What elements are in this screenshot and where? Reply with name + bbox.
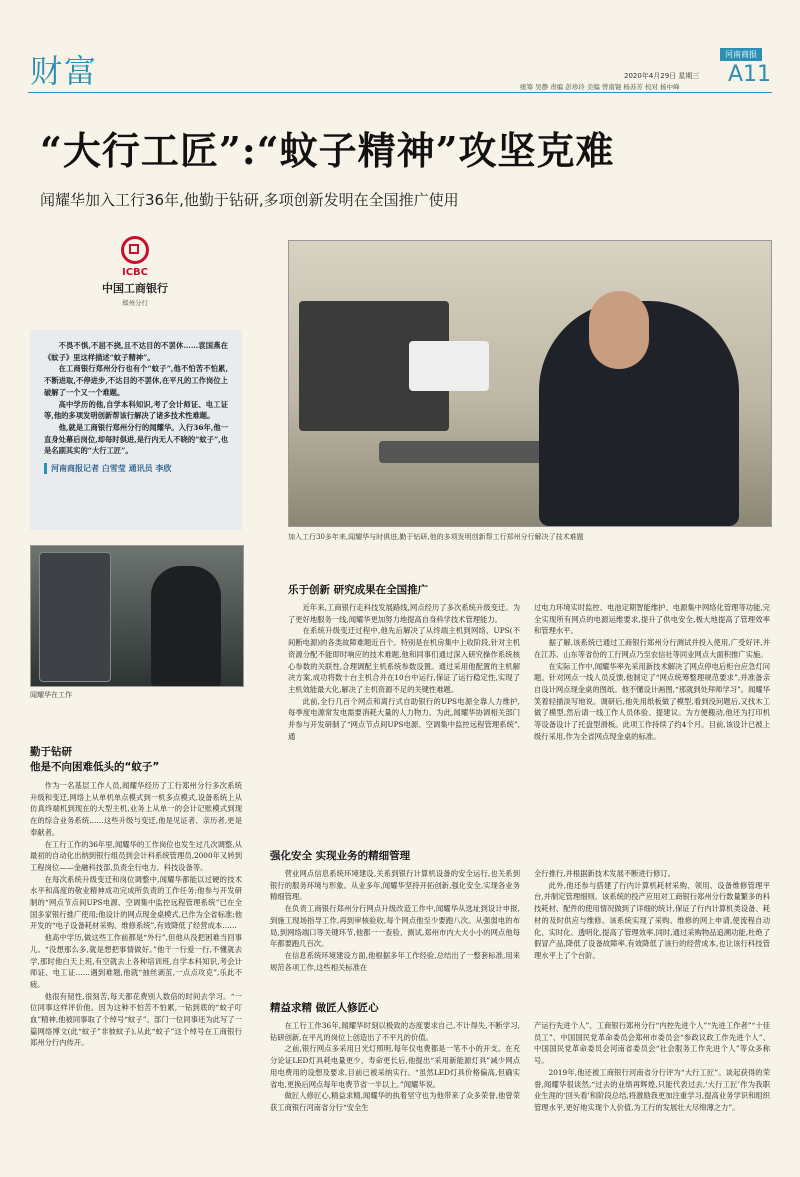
body-paragraph: 在负责工商银行郑州分行网点升级改造工作中,闻耀华从选址到设计申报,到施工现场指导工作,再到审核验收,每个网点他至少要跑八次。从强弱电的布局,到网络端口等关键环节,他都一一查验、测试,郑州市内大大小小的网点他每年都要跑几百次。 xyxy=(270,904,520,949)
section3-col2 xyxy=(534,1020,770,1114)
section2-title: 强化安全 实现业务的精细管理 xyxy=(270,850,411,862)
body-paragraph: 在实际工作中,闻耀华率先采用新技术解决了网点停电后柜台应急灯问题。针对网点一线人员反馈,他制定了“网点统筹整理规范要求”,并准备亲自设计网点现金桌的图纸。他不懂设计画图,“那就到处拜师学习”。闻耀华笑着轻描淡写地说。调研后,他先用纸板做了模型,看到没问题后,又找木工做了模型,然后请一线工作人员体验、提建议。为方便搬动,他还为打印机等设备设计了托盘型滑板。此项工作持续了约4个月。目前,该设计已被上级行采用,作为全省网点现金桌的标准。 xyxy=(534,661,770,741)
byline xyxy=(44,463,228,474)
intro-paragraph: 高中学历的他,自学本科知识,考了会计师证、电工证等,他的多项发明创新帮该行解决了诸多技术性难题。 xyxy=(44,399,228,421)
section3-title: 精益求精 做匠人修匠心 xyxy=(270,1002,379,1014)
body-paragraph: 此外,他还参与搭建了行内计算机耗材采购、领用、设备维修管理平台,并制定管理细则。该系统的投产应用对工商银行郑州分行数量繁多的科技耗材、配件的使用情况做到了详细的统计,保证了行内计算机类设备、耗材的及时供应与维修。该系统实现了采购、维修的网上申请,使流程自动化、实时化、透明化,提高了管理效率,同时,通过采购物品追溯功能,杜绝了假冒产品,降低了设备故障率,有效降低了该行的经营成本,也让该行科技管理水平上了个台阶。 xyxy=(534,880,770,960)
issue-date: 2020年4月29日 星期三 xyxy=(624,72,700,80)
body-paragraph: 之前,银行网点多采用日光灯照明,每年仅电费都是一笔不小的开支。在充分论证LED灯具耗电量更少、寿命更长后,他提出“采用新能源灯具”减少网点用电费用的设想及要求,目前已被采纳实行。“虽然LED灯具价格偏高,但确实省电,更换后网点每年电费节省一半以上。”闻耀华说。 xyxy=(270,1044,520,1089)
left-section-subtitle: 他是不向困难低头的“蚊子” xyxy=(30,761,160,773)
intro-paragraph: 不畏不惧,不屈不挠,且不达目的不罢休……袁国燕在《蚊子》里这样描述“蚊子精神”。 xyxy=(44,341,228,362)
logo-text: ICBC xyxy=(121,267,149,278)
byline-text: 河南商报记者 白雪莹 通讯员 李欣 xyxy=(51,464,172,474)
body-paragraph: 他很有韧性,很刻苦,每天都花费别人数倍的时间去学习。“一位同事这样评价他。因为这种不怕苦不怕累,一钻到底的“蚊子叮血”精神,他被同事取了个绰号“蚊子”。部门一位同事还为此写了一篇网络博文(此“蚊子”非彼蚊子),从此“蚊子”这个绰号在工商银行郑州分行内传开。 xyxy=(30,991,242,1048)
main-photo-caption: 加入工行30多年来,闻耀华与时俱进,勤于钻研,他的多项发明创新帮工行郑州分行解决了技术难题 xyxy=(288,533,584,541)
keyboard-shape xyxy=(379,441,559,463)
credits: 统筹 吴静 责编 彭珍玲 美编 曾南锟 杨苏芳 校对 杨中峰 xyxy=(520,83,680,91)
body-paragraph: 在每次系统升级变迁和岗位调整中,闻耀华都能以过硬的技术水平和高度的敬业精神成功完成所负责的工作任务;他参与开发研制的“网点节点间UPS电源、空调集中监控远程管理系统”已在全国多家银行推广使用;他设计的网点现金桌模式,已作为全省标准;他开发的“电子设备耗材采购、维修系统”,有效降低了经营成本…… xyxy=(30,874,242,931)
headline: “大行工匠”:“蚊子精神”攻坚克难 xyxy=(40,128,615,173)
body-paragraph: 产运行先进个人”、工商银行郑州分行“内控先进个人”“先进工作者”“十佳员工”、中国国民党革命委员会郑州市委员会“参政议政工作先进个人”、中国国民党革命委员会河南省委员会“社会服务工作先进个人”等众多称号。 xyxy=(534,1021,770,1066)
paper-tag: 河南商报 xyxy=(720,48,762,61)
section3-col1 xyxy=(270,1020,520,1114)
body-paragraph: 全行推行,并根据新技术发展不断进行修订。 xyxy=(534,869,675,878)
section1-title: 乐于创新 研究成果在全国推广 xyxy=(288,584,429,596)
header-rule xyxy=(28,92,772,93)
worker-shape xyxy=(151,566,221,686)
body-paragraph: 做匠人修匠心,精益求精,闻耀华的执着坚守也为他带来了众多荣誉,他曾荣获工商银行河南省分行“安全生 xyxy=(270,1091,520,1112)
body-paragraph: 据了解,该系统已通过工商银行郑州分行测试并投入使用,广受好评,并在江苏、山东等省份的工行网点乃至农信社等同业网点大面积推广实施。 xyxy=(534,638,770,659)
body-paragraph: 此前,全行几百个网点和离行式自助银行的UPS电源全靠人力维护,每季度电源常发电需要消耗大量的人力物力。为此,闻耀华协调相关部门并参与开发研制了“网点节点间UPS电源、空调集中监控远程管理系统”,通 xyxy=(288,696,520,741)
subheadline: 闻耀华加入工行36年,他勤于钻研,多项创新发明在全国推广使用 xyxy=(40,191,459,209)
body-paragraph: 在工行工作36年,闻耀华时刻以极致的态度要求自己,不计得失,不断学习,钻研创新,在平凡的岗位上创造出了不平凡的价值。 xyxy=(270,1021,520,1042)
section-name: 财富 xyxy=(30,52,99,90)
body-paragraph: 在系统升级变迁过程中,他先后解决了从终端主机到网络、UPS(不间断电源)的各类故障难题近百个。特别是在机房集中上收阶段,针对主机资源分配不能即时响应的技术难题,他和同事们通过深入研究操作系统核心参数的关联性,合理调配主机系统参数设置。通过采用他配置的主机解决方案,成功将数十台主机合并在10台中运行,保证了运行稳定性,实现了主机效能最大化,解决了主机资源不足的关键性难题。 xyxy=(288,626,520,694)
body-paragraph: 在信息系统环境建设方面,他根据多年工作经验,总结出了一整套标准,用来规范各项工作,这些相关标准在 xyxy=(270,950,520,972)
server-rack-shape xyxy=(39,552,111,682)
intro-paragraph: 在工商银行郑州分行也有个“蚊子”,他不怕苦不怕累,不断进取,不停进步,不达目的不罢休,在平凡的工作岗位上破解了一个又一个难题。 xyxy=(44,364,228,397)
section1-col2 xyxy=(534,602,770,742)
left-section-title: 勤于钻研 xyxy=(30,746,72,758)
body-paragraph: 过电力环境实时监控、电池定期智能维护、电源集中网络化管理等功能,完全实现所有网点的电源运维要求,提升了供电安全,极大地提高了管理效率和管理水平。 xyxy=(534,603,770,636)
section2-col1 xyxy=(270,868,520,973)
icbc-logo-icon xyxy=(121,236,149,264)
body-paragraph: 作为一名基层工作人员,闻耀华经历了工行郑州分行多次系统升级和变迁,网络上从单机单点模式到一机多点模式,设备系统上从仿真终端机到现在的大型主机,业务上从单一的会计记账模式到现在的综合业务系统……这些升级与变迁,他是见证者、亲历者,更是奉献者。 xyxy=(30,781,242,837)
small-photo xyxy=(30,545,244,687)
section1-col1 xyxy=(288,602,520,742)
sponsor-block xyxy=(80,236,190,326)
body-paragraph: 营业网点信息系统环境建设,关系到银行计算机设备的安全运行,也关系到银行的服务环境与形象。从业多年,闻耀华坚持开拓创新,强化安全,实现各业务精细管理。 xyxy=(270,869,520,902)
main-photo xyxy=(288,240,772,527)
body-paragraph: 近年来,工商银行走科技发展路线,网点经历了多次系统升级变迁。为了更好地服务一线,闻耀华更加努力地提高自身科学技术管理能力。 xyxy=(288,603,520,624)
page-number: A11 xyxy=(728,62,772,87)
intro-paragraph: 他,就是工商银行郑州分行的闻耀华。入行36年,他一直身处幕后岗位,却每时俱进,是行内无人不晓的“蚊子”,也是名副其实的“大行工匠”。 xyxy=(44,422,228,456)
calculator-shape xyxy=(409,341,489,391)
intro-box xyxy=(30,330,242,530)
left-section xyxy=(30,744,242,1049)
head-shape xyxy=(589,291,649,369)
section2-col2 xyxy=(534,868,770,962)
body-paragraph: 他高中学历,做这些工作前都是“外行”,但他从没把困难当回事儿。“没想那么多,就是想把事情做好。”他干一行爱一行,不懂就去学,那时他白天上班,有空就去上各种培训班,自学本科知识,考会计师证、电工证……遇到难题,他就“抽丝剥茧,一点点攻克”,乐此不疲。 xyxy=(30,933,242,989)
body-paragraph: 2019年,他还被工商银行河南省分行评为“大行工匠”。谈起获得的荣誉,闻耀华很谈然,“过去的业绩再辉煌,只能代表过去,‘大行工匠’作为我职业生涯的‘回头看’和阶段总结,将激励我更加注重学习,提高业务学识和组织管理水平,更好地实现个人价值,为工行的发展壮大尽绵薄之力”。 xyxy=(534,1067,770,1112)
bank-name: 中国工商银行 xyxy=(102,282,168,295)
small-photo-caption: 闻耀华在工作 xyxy=(30,691,72,699)
branch-name: 郑州分行 xyxy=(122,299,148,307)
body-paragraph: 在工行工作的36年里,闻耀华的工作岗位也发生过几次调整,从最初的自动化出纳到银行组员到会计科系统管理员,2000年又转到工程岗位——金融科技部,负责全行电力、科技设备等。 xyxy=(30,839,242,872)
